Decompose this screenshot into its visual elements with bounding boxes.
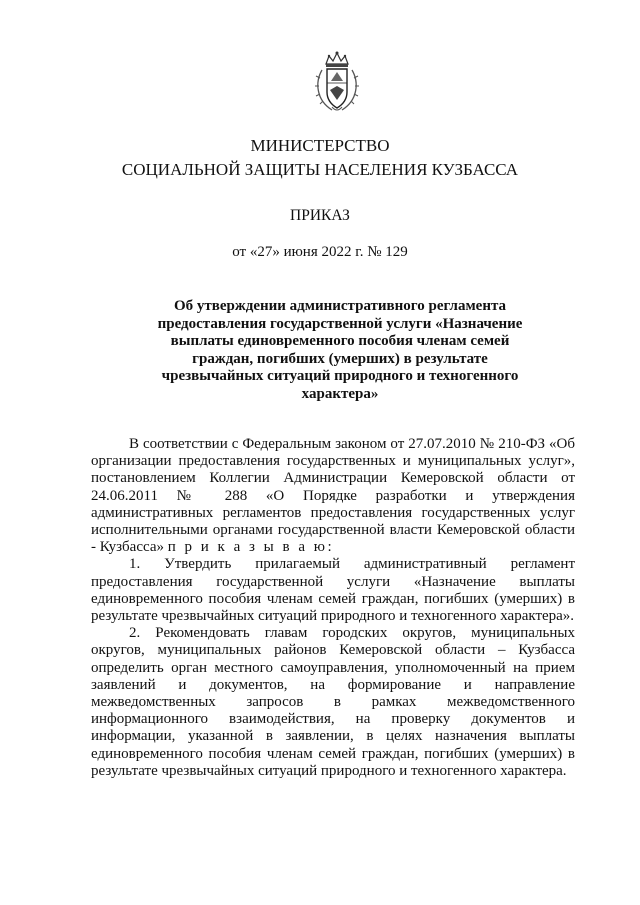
preamble-text: В соответствии с Федеральным законом от 27.07.2010 № 210-ФЗ «Об организации предоставления государственных и муниципальных услуг», постановлением Коллегии Администрации Кемеровской области от 24.06.2011 № 288 «О Порядке разработки и утверждения административных регламентов предоставления государственных услуг исполнительными органами государственной власти Кемеровской области - Кузбасса» bbox=[91, 436, 575, 556]
coat-of-arms-icon bbox=[312, 50, 362, 116]
subject-line: чрезвычайных ситуаций природного и техногенного bbox=[161, 368, 519, 384]
order-date: от «27» июня 2022 г. № 129 bbox=[232, 244, 408, 260]
subject-line: граждан, погибших (умерших) в результате bbox=[192, 350, 488, 367]
order-body bbox=[91, 436, 575, 780]
preamble-paragraph bbox=[91, 436, 575, 556]
ministry-line-1: МИНИСТЕРСТВО bbox=[250, 136, 390, 155]
order-title: ПРИКАЗ bbox=[290, 207, 350, 224]
item-1-paragraph: 1. Утвердить прилагаемый административный регламент предоставления государственной услуги «Назначение выплаты единовременного пособия членам семей граждан, погибших (умерших) в результате чрезвычайных ситуаций природного и техногенного характера». bbox=[91, 556, 575, 625]
directive-text: п р и к а з ы в а ю: bbox=[167, 539, 335, 556]
item-2-paragraph: 2. Рекомендовать главам городских округов, муниципальных округов, муниципальных районов Кемеровской области – Кузбасса определить орган местного самоуправления, уполномоченный на прием заявлений и документов, на формирование и направление межведомственных запросов в рамках межведомственного информационного взаимодействия, на проверку документов и информации, указанной в заявлении, в целях назначения выплаты единовременного пособия членам семей граждан, погибших (умерших) в результате чрезвычайных ситуаций природного и техногенного характера. bbox=[91, 625, 575, 779]
ministry-line-2: СОЦИАЛЬНОЙ ЗАЩИТЫ НАСЕЛЕНИЯ КУЗБАССА bbox=[121, 160, 519, 179]
subject-line: предоставления государственной услуги «Назначение bbox=[157, 315, 523, 332]
subject-line: Об утверждении административного регламента bbox=[173, 298, 507, 314]
order-subject bbox=[130, 298, 550, 403]
subject-line: характера» bbox=[301, 385, 379, 402]
subject-line: выплаты единовременного пособия членам семей bbox=[170, 333, 510, 349]
